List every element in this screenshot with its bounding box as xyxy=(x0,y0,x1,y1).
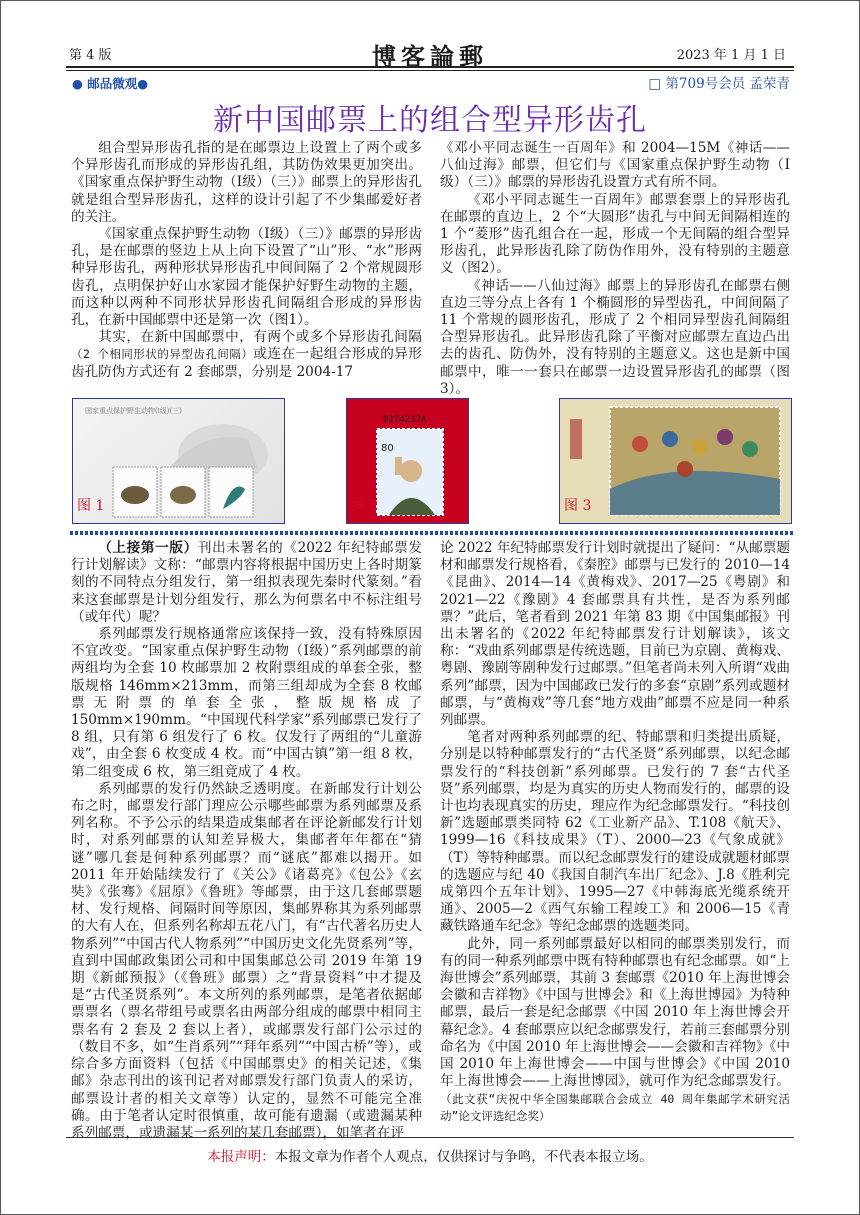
column-tag: ● 邮品微观● xyxy=(72,76,149,91)
sheet-caption: 国家重点保护野生动物(Ⅰ级)(三) xyxy=(85,407,182,415)
paragraph: 《神话——八仙过海》邮票上的异形齿孔在邮票右侧直边三等分点上各有 1 个椭圆形的异型齿孔，中间间隔了 11 个常规的圆形齿孔，形成了 2 个相同异型齿孔间隔组合型异形齿孔。此异形齿孔除了平衡对应邮票左直边凸出去的齿孔、防伪外，没有特别的主题意义。这也是新中国邮票中，唯一一套只在邮票一边设置异形齿孔的邮票（图 3）。 xyxy=(440,277,790,397)
face-value: 80 xyxy=(381,443,394,454)
paragraph: 组合型异形齿孔指的是在邮票边上设置上了两个或多个异形齿孔而形成的异形齿孔组，其防伪效果更加突出。《国家重点保护野生动物（Ⅰ级）（三）》邮票上的异形齿孔就是组合型异形齿孔，这样的设计引起了不少集邮爱好者的关注。 xyxy=(71,140,422,225)
paragraph: 系列邮票发行规格通常应该保持一致，没有特殊原因不宜改变。“国家重点保护野生动物（Ⅰ级）”系列邮票的前两组均为全套 10 枚邮票加 2 枚附票组成的单套全张，整版规格 146mm×213mm，而第三组却成为全套 8 枚邮票无附票的单套全张，整版规格成了150mm×190mm。“中国现代科学家”系列邮票已发行了 8 组，只有第 6 组发行了 6 枚。仅发行了两组的“儿童游戏”，由全套 6 枚变成 4 枚。而“中国古镇”第一组 8 枚，第二组变成 6 枚，第三组竟成了 4 枚。 xyxy=(71,626,422,780)
souvenir-sheet-illustration xyxy=(560,399,791,523)
figure-2-stamp xyxy=(346,398,469,524)
inline-note: （2 个相同形状的异型齿孔间隔） xyxy=(71,347,254,362)
paragraph: 论 2022 年纪特邮票发行计划时就提出了疑问：“从邮票题材和邮票发行规格看，《秦腔》邮票与已发行的 2010—14《昆曲》、2014—14《黄梅戏》、2017—25《粤剧》和 2021—22《豫剧》4 套邮票具有共性，是否为系列邮票？”此后，笔者看到 2021 年第 83 期《中国集邮报》刊出未署名的《2022 年纪特邮票发行计划解读》，该文称：“戏曲系列邮票是传统选题，目前已为京剧、黄梅戏、粤剧、豫剧等剧种发行过邮票。”但笔者尚未列入所谓“戏曲系列”邮票，因为中国邮政已发行的多套“京剧”系列或题材邮票，与“黄梅戏”等几套“地方戏曲”邮票不应是同一种系列邮票。 xyxy=(440,540,790,729)
masthead-logo: 博客論郵 xyxy=(372,42,488,71)
figure-3-souvenir-sheet xyxy=(559,398,792,524)
footer-text: 本报文章为作者个人观点，仅供探讨与争鸣，不代表本报立场。 xyxy=(274,1149,653,1165)
award-note: （此文获“庆祝中华全国集邮联合会成立 40 周年集邮学术研究活动”论文评选纪念奖） xyxy=(440,1091,790,1123)
figure-1-stamp-sheet xyxy=(72,398,285,524)
figure-label: 图 3 xyxy=(564,498,592,514)
article-column-3 xyxy=(71,540,422,1142)
serial-number: 0274237A xyxy=(383,415,427,425)
figure-label: 图 2 xyxy=(351,498,379,514)
article-title: 新中国邮票上的组合型异形齿孔 xyxy=(213,103,647,138)
paragraph: 《邓小平同志诞生一百周年》邮票套票上的异形齿孔在邮票的直边上，2 个“大圆形”齿孔与中间无间隔相连的 1 个“菱形”齿孔组合在一起，形成一个无间隔的组合型异形齿孔，此异形齿孔除了防伪作用外，没有特别的主题意义（图2）。 xyxy=(440,191,790,277)
continued-from: （上接第一版） xyxy=(98,540,198,556)
figure-label: 图 1 xyxy=(77,498,105,514)
paragraph: 《邓小平同志诞生一百周年》和 2004—15M《神话——八仙过海》邮票，但它们与《国家重点保护野生动物（Ⅰ级）（三）》邮票的异形齿孔设置方式有所不同。 xyxy=(440,140,790,191)
page-number: 第 4 版 xyxy=(69,48,112,63)
footer-label: 本报声明： xyxy=(207,1149,275,1165)
paragraph: 系列邮票的发行仍然缺乏透明度。在新邮发行计划公布之时，邮票发行部门理应公示哪些邮票为系列邮票及系列名称。不予公示的结果造成集邮者在评论新邮发行计划时，对系列邮票的认知差异极大，集邮者年年都在“猜谜”哪几套是何种系列邮票？而“谜底”都难以揭开。如 2011 年开始陆续发行了《关公》《诸葛亮》《包公》《玄奘》《张骞》《屈原》《鲁班》等邮票，由于这几套邮票题材、发行规格、间隔时间等原因，集邮界称其为系列邮票的大有人在，但系列名称却五花八门，有“古代著名历史人物系列”“中国古代人物系列”“中国历史文化先贤系列”等，直到中国邮政集团公司和中国集邮总公司 2019 年第 19 期《新邮预报》（《鲁班》邮票）之“背景资料”中才提及是“古代圣贤系列”。本文所列的系列邮票，是笔者依据邮票票名（票名带组号或票名由两部分组成的邮票中相同主票名有 2 套及 2 套以上者），或邮票发行部门公示过的（数目不多，如“生肖系列”“拜年系列”“中国古桥”等），或综合多方面资料（包括《中国邮票史》的相关记述，《集邮》杂志刊出的该刊记者对邮票发行部门负责人的采访，邮票设计者的相关文章等）认定的，显然不可能完全准确。由于笔者认定时很慎重，故可能有遗漏（或遗漏某种系列邮票，或遗漏某一系列的某几套邮票），如笔者在评 xyxy=(71,780,422,1141)
article-column-4 xyxy=(440,540,790,1125)
footer-statement xyxy=(0,1145,860,1165)
paragraph: 《国家重点保护野生动物（Ⅰ级）（三）》邮票的异形齿孔，是在邮票的竖边上从上向下设置了“山”形、“水”形两种异形齿孔，两种形状异形齿孔中间间隔了 2 个常规圆形齿孔，点明保护好山水家园才能保护好野生动物的主题，而这种以两种不同形状异形齿孔间隔组合形成的异形齿孔，在新中国邮票中还是第一次（图1）。 xyxy=(71,226,422,329)
author-byline: □ 第709号会员 孟荣青 xyxy=(648,76,790,92)
paragraph: 笔者对两种系列邮票的纪、特邮票和归类提出质疑，分别是以特种邮票发行的“古代圣贤”系列邮票，以纪念邮票发行的“科技创新”系列邮票。已发行的 7 套“古代圣贤”系列邮票，均是为真实的历史人物而发行的，邮票的设计也均表现真实的历史，理应作为纪念邮票发行。“科技创新”选题邮票类同特 62《工业新产品》、T.108《航天》、1999—16《科技成果》（T）、2000—23《气象成就》（T）等特种邮票。而以纪念邮票发行的建设成就题材邮票的选题应与纪 40《我国自制汽车出厂纪念》、J.8《胜利完成第四个五年计划》、1995—27《中韩海底光缆系统开通》、2005—2《西气东输工程竣工》和 2006—15《青藏铁路通车纪念》等纪念邮票的选题类同。 xyxy=(440,729,790,935)
issue-date: 2023 年 1 月 1 日 xyxy=(676,48,786,63)
paragraph: 此外，同一系列邮票最好以相同的邮票类别发行，而有的同一种系列邮票中既有特种邮票也有纪念邮票。如“上海世博会”系列邮票，其前 3 套邮票《2010 年上海世博会会徽和吉祥物》《中国与世博会》和《上海世博园》为特种邮票，最后一套是纪念邮票《中国 2010 年上海世博会开幕纪念》。4 套邮票应以纪念邮票发行，若前三套邮票分别命名为《中国 2010 年上海世博会——会徽和吉祥物》《中国 2010 年上海世博会——中国与世博会》《中国 2010 年上海世博会——上海世博园》，就可作为纪念邮票发行。（此文获“庆祝中华全国集邮联合会成立 40 周年集邮学术研究活动”论文评选纪念奖） xyxy=(440,935,790,1123)
section-divider xyxy=(70,531,794,535)
article-column-2 xyxy=(440,140,790,398)
header-rule-thin xyxy=(66,70,794,71)
stamp-sheet-illustration xyxy=(73,399,284,523)
paragraph: （上接第一版）刊出未署名的《2022 年纪特邮票发行计划解读》文称：“邮票内容将根据中国历史上各时期篆刻的不同特点分组发行，第一组拟表现先秦时代篆刻。”看来这套邮票是计划分组发行，那么为何票名中不标注组号（或年代）呢？ xyxy=(71,540,423,625)
article-column-1 xyxy=(71,140,422,381)
footer-rule xyxy=(66,1137,794,1138)
paragraph: 其实，在新中国邮票中，有两个或多个异形齿孔间隔（2 个相同形状的异型齿孔间隔）或连在一起组合形成的异形齿孔防伪方式还有 2 套邮票，分别是 2004-17 xyxy=(71,329,422,380)
header-rule xyxy=(66,66,794,68)
